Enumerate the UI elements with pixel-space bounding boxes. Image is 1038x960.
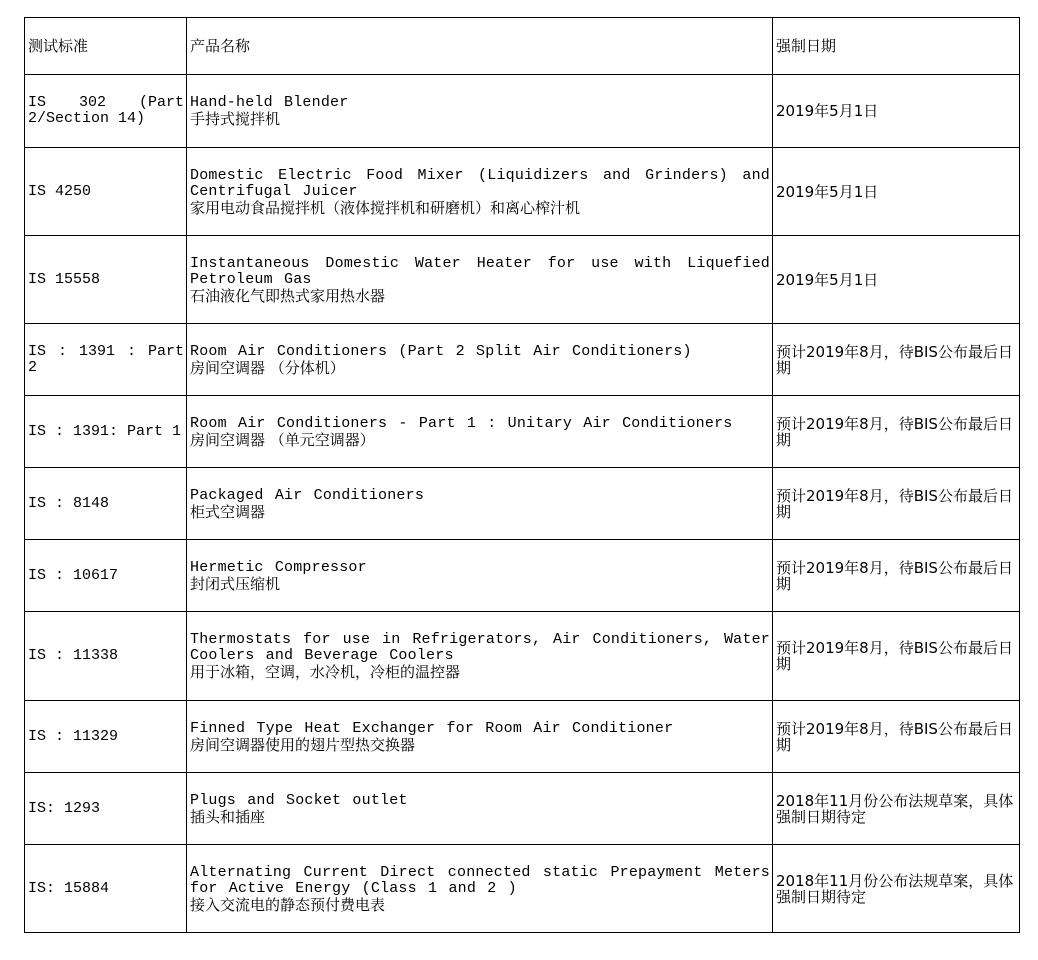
date-cell: 2018年11月份公布法规草案，具体强制日期待定 bbox=[773, 773, 1020, 845]
table-row bbox=[25, 324, 1020, 396]
standard-cell: IS: 1293 bbox=[25, 773, 187, 845]
table-row bbox=[25, 148, 1020, 236]
standard-cell: IS : 8148 bbox=[25, 468, 187, 540]
product-name-cell bbox=[187, 324, 773, 396]
standard-cell: IS : 11329 bbox=[25, 701, 187, 773]
date-cell: 预计2019年8月，待BIS公布最后日期 bbox=[773, 324, 1020, 396]
date-cell: 预计2019年8月，待BIS公布最后日期 bbox=[773, 612, 1020, 701]
product-name-zh: 手持式搅拌机 bbox=[190, 110, 281, 128]
table-row bbox=[25, 75, 1020, 148]
product-name-cell bbox=[187, 773, 773, 845]
product-name-cell bbox=[187, 612, 773, 701]
table-row bbox=[25, 701, 1020, 773]
product-name-cell bbox=[187, 701, 773, 773]
date-cell: 2018年11月份公布法规草案，具体强制日期待定 bbox=[773, 845, 1020, 933]
date-cell: 2019年5月1日 bbox=[773, 148, 1020, 236]
product-name-zh: 封闭式压缩机 bbox=[190, 574, 281, 593]
standard-cell: IS : 1391: Part 1 bbox=[25, 396, 187, 468]
product-name-cell bbox=[187, 540, 773, 612]
product-name-cell bbox=[187, 845, 773, 933]
standard-cell: IS : 10617 bbox=[25, 540, 187, 612]
date-cell: 2019年5月1日 bbox=[773, 75, 1020, 148]
header-mandatory-date: 强制日期 bbox=[773, 18, 1020, 75]
product-name-en: Instantaneous Domestic Water Heater for use with Liquefied Petroleum Gas bbox=[190, 254, 770, 288]
product-name-zh: 用于冰箱，空调，水冷机，冷柜的温控器 bbox=[190, 663, 461, 681]
product-name-en: Thermostats for use in Refrigerators, Air Conditioners, Water Coolers and Beverage Coolers bbox=[190, 631, 770, 664]
product-name-zh: 房间空调器 （分体机） bbox=[190, 358, 345, 377]
product-name-zh: 插头和插座 bbox=[190, 807, 266, 826]
table-row bbox=[25, 773, 1020, 845]
standard-cell: IS 15558 bbox=[25, 236, 187, 324]
product-name-zh: 石油液化气即热式家用热水器 bbox=[190, 286, 386, 305]
product-name-cell bbox=[187, 396, 773, 468]
standard-cell: IS 302 (Part 2/Section 14) bbox=[25, 75, 187, 148]
product-name-en: Plugs and Socket outlet bbox=[190, 791, 408, 809]
product-name-en: Hand-held Blender bbox=[190, 94, 349, 111]
product-name-zh: 家用电动食品搅拌机（液体搅拌机和研磨机）和离心榨汁机 bbox=[190, 198, 581, 217]
table-row bbox=[25, 236, 1020, 324]
product-name-zh: 房间空调器使用的翅片型热交换器 bbox=[190, 735, 416, 754]
header-standard: 测试标准 bbox=[25, 18, 187, 75]
standard-cell: IS : 11338 bbox=[25, 612, 187, 701]
product-name-zh: 房间空调器 （单元空调器） bbox=[190, 430, 375, 449]
product-name-zh: 接入交流电的静态预付费电表 bbox=[190, 895, 386, 914]
product-name-en: Finned Type Heat Exchanger for Room Air Conditioner bbox=[190, 719, 674, 737]
date-cell: 2019年5月1日 bbox=[773, 236, 1020, 324]
product-name-en: Room Air Conditioners (Part 2 Split Air Conditioners) bbox=[190, 342, 692, 360]
header-product-name: 产品名称 bbox=[187, 18, 773, 75]
product-name-en: Alternating Current Direct connected static Prepayment Meters for Active Energy (Class 1 and 2 ) bbox=[190, 863, 770, 897]
table-row bbox=[25, 540, 1020, 612]
standard-cell: IS 4250 bbox=[25, 148, 187, 236]
table-row bbox=[25, 845, 1020, 933]
standard-cell: IS: 15884 bbox=[25, 845, 187, 933]
date-cell: 预计2019年8月，待BIS公布最后日期 bbox=[773, 540, 1020, 612]
date-cell: 预计2019年8月，待BIS公布最后日期 bbox=[773, 701, 1020, 773]
date-cell: 预计2019年8月，待BIS公布最后日期 bbox=[773, 468, 1020, 540]
product-name-en: Hermetic Compressor bbox=[190, 558, 367, 576]
product-name-en: Domestic Electric Food Mixer (Liquidizers and Grinders) and Centrifugal Juicer bbox=[190, 166, 770, 200]
product-name-en: Packaged Air Conditioners bbox=[190, 486, 425, 504]
table-row bbox=[25, 612, 1020, 701]
product-name-zh: 柜式空调器 bbox=[190, 502, 266, 521]
standards-table bbox=[24, 17, 1020, 933]
product-name-cell bbox=[187, 148, 773, 236]
product-name-en: Room Air Conditioners - Part 1 : Unitary Air Conditioners bbox=[190, 414, 733, 432]
table-header-row bbox=[25, 18, 1020, 75]
date-cell: 预计2019年8月，待BIS公布最后日期 bbox=[773, 396, 1020, 468]
standard-cell: IS : 1391 : Part 2 bbox=[25, 324, 187, 396]
product-name-cell bbox=[187, 468, 773, 540]
table-row bbox=[25, 468, 1020, 540]
product-name-cell bbox=[187, 236, 773, 324]
product-name-cell bbox=[187, 75, 773, 148]
table-row bbox=[25, 396, 1020, 468]
